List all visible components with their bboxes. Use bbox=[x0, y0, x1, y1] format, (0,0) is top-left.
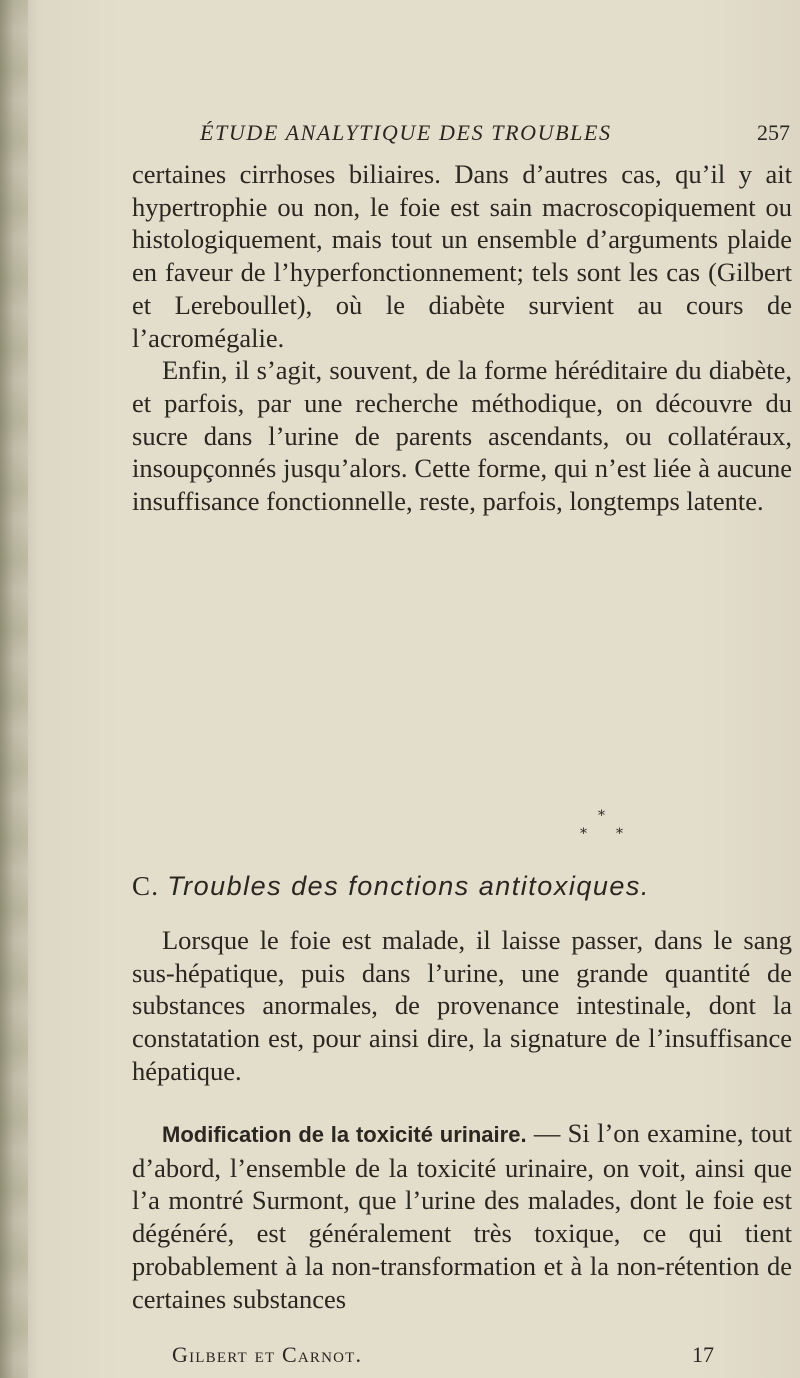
page-number: 257 bbox=[757, 120, 790, 145]
signature-mark: 17 bbox=[692, 1342, 714, 1367]
running-head-title: ÉTUDE ANALYTIQUE DES TROUBLES bbox=[200, 120, 612, 145]
paragraph-1: certaines cirrhoses biliaires. Dans d’autres cas, qu’il y ait hypertrophie ou non, le foie est sain macroscopiquement ou histologiquement, mais tout un ensemble d’arguments plaide en faveur de l’hyperfonctionnement; tels sont les cas (Gilbert et Lereboullet), où le diabète survient au cours de l’acromégalie. bbox=[132, 159, 792, 353]
footer-authors: Gilbert et Carnot. bbox=[172, 1342, 363, 1367]
text-block-middle bbox=[132, 924, 792, 1088]
paragraph-4 bbox=[132, 1117, 792, 1315]
paragraph-3: Lorsque le foie est malade, il laisse passer, dans le sang sus-hépatique, puis dans l’urine, une grande quantité de substances anormales, de provenance intestinale, dont la constatation est, pour ainsi dire, la signature de l’insuffisance hépatique. bbox=[132, 925, 792, 1086]
asterisk-bottom-right: * bbox=[616, 826, 623, 842]
paragraph-4-heading: Modification de la toxicité urinaire. bbox=[162, 1122, 527, 1147]
page-edge-stain bbox=[0, 0, 28, 1378]
running-header bbox=[200, 112, 790, 152]
section-heading bbox=[132, 871, 792, 902]
paragraph-4-text: — Si l’on examine, tout d’abord, l’ensemble de la toxicité urinaire, on voit, ainsi que l’a montré Surmont, que l’urine des malades, dont le foie est dégénéré, est généralement très toxique, ce qui tient probablement à la non-transformation et à la non-rétention de certaines substances bbox=[132, 1118, 792, 1314]
text-block-bottom bbox=[132, 1117, 792, 1315]
asterisk-bottom-left: * bbox=[580, 826, 587, 842]
asterisk-top: * bbox=[598, 808, 605, 824]
page-footer bbox=[172, 1342, 792, 1374]
text-block-top bbox=[132, 158, 792, 518]
asterism-separator bbox=[580, 808, 666, 868]
section-letter: C. bbox=[132, 871, 160, 901]
paragraph-2: Enfin, il s’agit, souvent, de la forme héréditaire du diabète, et parfois, par une recherche méthodique, on découvre du sucre dans l’urine de parents ascendants, ou collatéraux, insoupçonnés jusqu’alors. Cette forme, qui n’est liée à aucune insuffisance fonctionnelle, reste, parfois, longtemps latente. bbox=[132, 355, 792, 517]
section-title-text: Troubles des fonctions antitoxiques. bbox=[167, 871, 650, 901]
